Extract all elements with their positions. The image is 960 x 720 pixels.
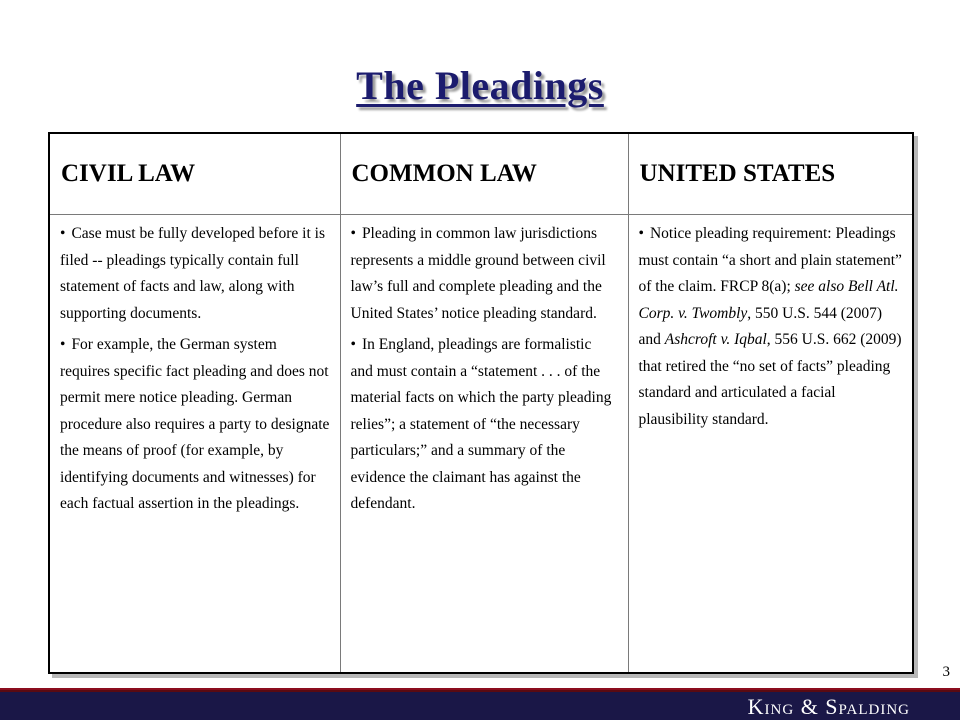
us-text-after: , 556 U.S. 662 (2009) that retired the “no set of facts” pleading standard and articulated a facial plausibility standard. [638, 331, 902, 428]
bullet-icon: • [638, 225, 644, 242]
bullet-icon: • [350, 336, 356, 353]
common-law-point-2 [351, 332, 618, 518]
bullet-icon: • [60, 225, 66, 242]
table-body-row [50, 215, 912, 673]
civil-law-point-1 [60, 221, 330, 327]
us-text-before-cite: Notice pleading requirement: Pleadings must contain “a short and plain statement” of the claim. FRCP 8(a); [638, 225, 902, 295]
common-law-point-1-text: Pleading in common law jurisdictions represents a middle ground between civil law’s full and complete pleading and the United States’ notice pleading standard. [350, 225, 606, 322]
bullet-icon: • [350, 225, 356, 242]
cell-civil-law [50, 215, 340, 673]
civil-law-point-1-text: Case must be fully developed before it is filed -- pleadings typically contain full statement of facts and law, along with supporting documents. [60, 225, 325, 322]
footer-bar [0, 688, 960, 720]
united-states-point-1 [639, 221, 903, 433]
comparison-table [48, 132, 914, 674]
slide-title: The Pleadings [356, 63, 604, 108]
header-common-law: COMMON LAW [340, 134, 628, 215]
civil-law-point-2 [60, 332, 330, 518]
cell-common-law [340, 215, 628, 673]
comparison-table-grid [50, 134, 912, 672]
page-number: 3 [942, 664, 950, 680]
common-law-point-2-text: In England, pleadings are formalistic and must contain a “statement . . . of the material facts on which the party pleading relies”; a statement of “the necessary particulars;” and a summary of the evidence the claimant has against the defendant. [350, 336, 612, 512]
brand-logo: King & Spalding [747, 694, 910, 719]
civil-law-point-2-text: For example, the German system requires specific fact pleading and does not permit mere notice pleading. German procedure also requires a party to designate the means of proof (for example, by identifying documents and witnesses) for each factual assertion in the pleadings. [60, 336, 330, 512]
common-law-point-1 [351, 221, 618, 327]
us-cite-twombly: see also Bell Atl. Corp. v. Twombly [638, 278, 899, 322]
header-united-states: UNITED STATES [628, 134, 912, 215]
header-civil-law: CIVIL LAW [50, 134, 340, 215]
us-cite-iqbal: Ashcroft v. Iqbal [664, 331, 767, 348]
us-text-between: , 550 U.S. 544 (2007) and [638, 304, 883, 348]
cell-united-states [628, 215, 912, 673]
bullet-icon: • [60, 336, 66, 353]
table-header-row [50, 134, 912, 215]
